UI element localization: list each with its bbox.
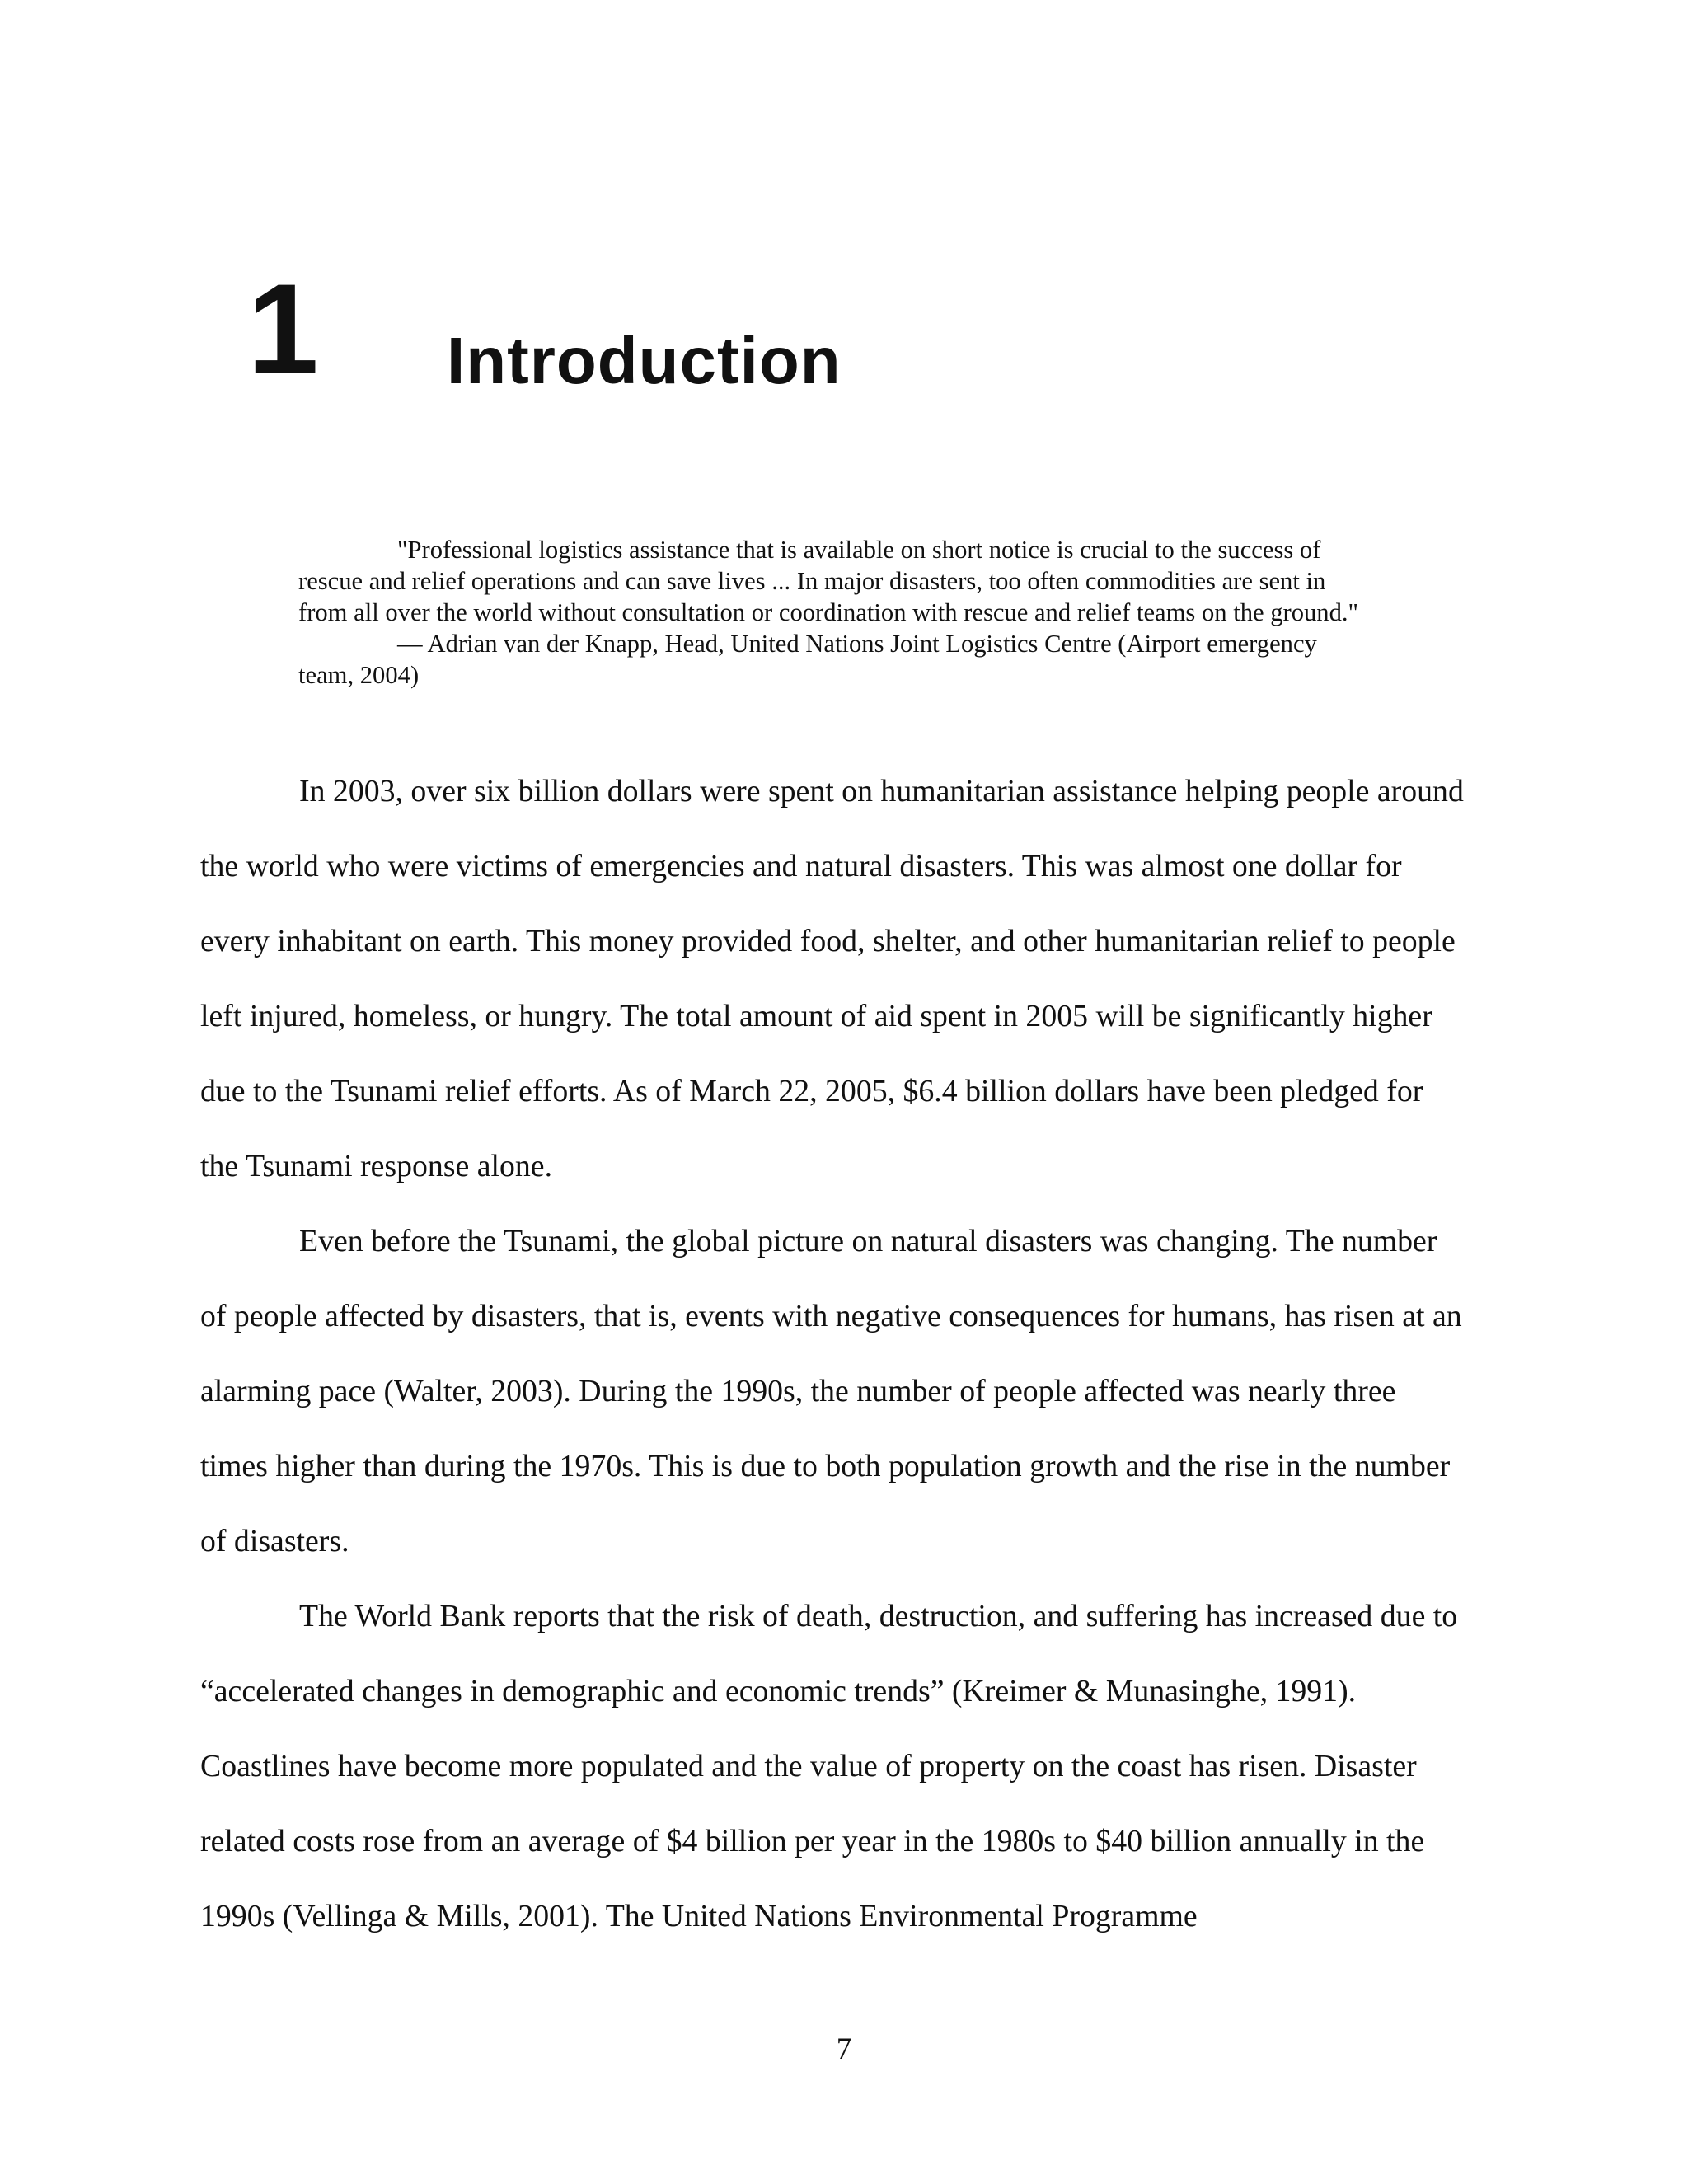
epigraph-quote: "Professional logistics assistance that is available on short notice is crucial to the success of rescue and relief operations and can save lives ... In major disasters, too often commodities are sent in from all over the world without consultation or coordination with rescue and relief teams on the ground."	[298, 536, 1359, 626]
epigraph-attribution: — Adrian van der Knapp, Head, United Nations Joint Logistics Centre (Airport emergency team, 2004)	[298, 630, 1317, 689]
chapter-title: Introduction	[447, 324, 842, 397]
body-text	[200, 754, 1465, 1954]
page-number: 7	[836, 2032, 852, 2066]
paragraph: The World Bank reports that the risk of death, destruction, and suffering has increased due to “accelerated changes in demographic and economic trends” (Kreimer & Munasinghe, 1991). Coastlines have become more populated and the value of property on the coast has risen. Disaster related costs rose from an average of $4 billion per year in the 1980s to $40 billion annually in the 1990s (Vellinga & Mills, 2001). The United Nations Environmental Programme	[200, 1599, 1458, 1933]
paragraph: Even before the Tsunami, the global picture on natural disasters was changing. The number of people affected by disasters, that is, events with negative consequences for humans, has risen at an alarming pace (Walter, 2003). During the 1990s, the number of people affected was nearly three times higher than during the 1970s. This is due to both population growth and the rise in the number of disasters.	[200, 1224, 1462, 1558]
chapter-number: 1	[247, 258, 316, 401]
paragraph: In 2003, over six billion dollars were spent on humanitarian assistance helping people around the world who were victims of emergencies and natural disasters. This was almost one dollar for every inhabitant on earth. This money provided food, shelter, and other humanitarian relief to people left injured, homeless, or hungry. The total amount of aid spent in 2005 will be significantly higher due to the Tsunami relief efforts. As of March 22, 2005, $6.4 billion dollars have been pledged for the Tsunami response alone.	[200, 774, 1464, 1183]
epigraph	[298, 534, 1378, 691]
